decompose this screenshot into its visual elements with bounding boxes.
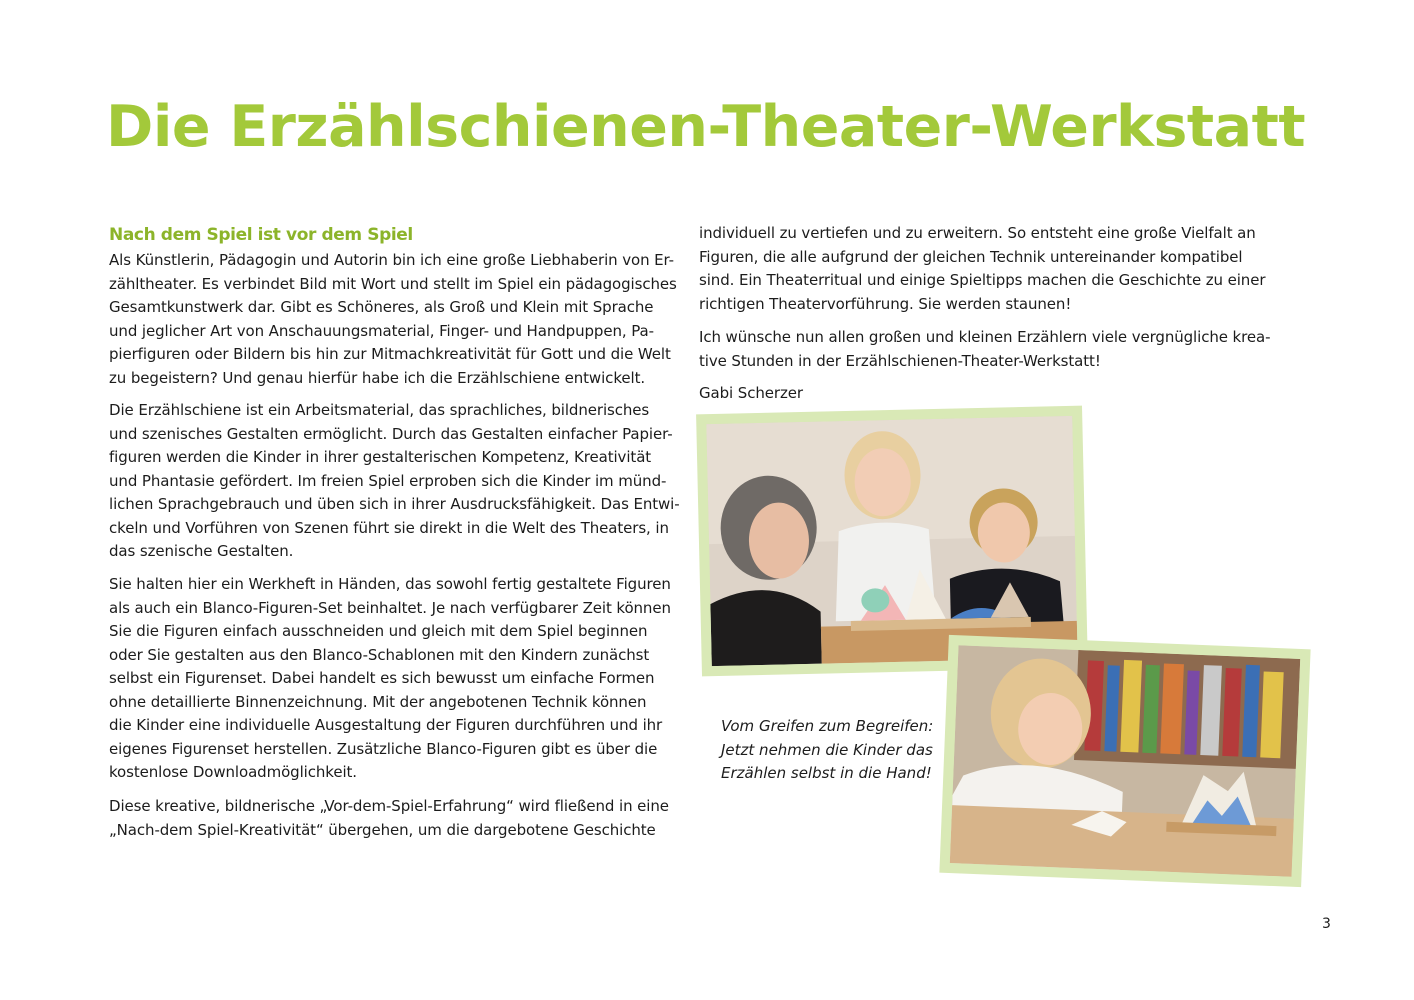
text-line: zu begeistern? Und genau hierfür habe ich die Erzählschiene entwickelt. — [109, 368, 646, 387]
caption-line: Jetzt nehmen die Kinder das — [721, 740, 933, 759]
photo-girl-drawing — [939, 635, 1310, 887]
signature-block — [699, 382, 803, 406]
text-line: die Kinder eine individuelle Ausgestaltung der Figuren durchführen und ihr — [109, 716, 663, 734]
text-line: eigenes Figurenset herstellen. Zusätzliche Blanco-Figuren gibt es über die — [109, 739, 658, 758]
text-line: „Nach-dem Spiel-Kreativität“ übergehen, um die dargebotene Geschichte — [109, 820, 656, 839]
photo-image — [950, 645, 1300, 877]
right-paragraph-2 — [699, 326, 1270, 373]
text-line: Sie halten hier ein Werkheft in Händen, das sowohl fertig gestaltete Figuren — [109, 575, 671, 593]
text-line: und Phantasie gefördert. Im freien Spiel erproben sich die Kinder im münd- — [109, 471, 667, 490]
right-paragraph-1 — [699, 222, 1265, 316]
text-line: Gesamtkunstwerk dar. Gibt es Schöneres, als Groß und Klein mit Sprache — [109, 298, 654, 316]
text-line: Die Erzählschiene ist ein Arbeitsmaterial, das sprachliches, bildnerisches — [109, 401, 650, 419]
text-line: lichen Sprachgebrauch und üben sich in ihrer Ausdrucksfähigkeit. Das Entwi- — [109, 495, 680, 513]
photo-image — [706, 416, 1077, 666]
left-paragraph-3 — [109, 573, 671, 785]
photo-woman-children — [696, 406, 1088, 677]
text-line: zähltheater. Es verbindet Bild mit Wort und stellt im Spiel ein pädagogisches — [109, 274, 677, 293]
left-paragraph-4 — [109, 795, 669, 842]
text-line: ohne detaillierte Binnenzeichnung. Mit der angebotenen Technik können — [109, 692, 647, 711]
text-line: kostenlose Downloadmöglichkeit. — [109, 763, 357, 781]
text-line: und szenisches Gestalten ermöglicht. Durch das Gestalten einfacher Papier- — [109, 424, 673, 443]
photo-caption — [721, 715, 933, 786]
caption-line: Erzählen selbst in die Hand! — [721, 764, 932, 782]
text-line: oder Sie gestalten aus den Blanco-Schablonen mit den Kindern zunächst — [109, 645, 650, 664]
page-number: 3 — [1322, 916, 1331, 932]
text-line: ckeln und Vorführen von Szenen führt sie direkt in die Welt des Theaters, in — [109, 518, 669, 537]
text-line: sind. Ein Theaterritual und einige Spieltipps machen die Geschichte zu einer — [699, 271, 1266, 289]
text-line: pierfiguren oder Bildern bis hin zur Mitmachkreativität für Gott und die Welt — [109, 345, 671, 363]
text-line: Sie die Figuren einfach ausschneiden und gleich mit dem Spiel beginnen — [109, 622, 648, 640]
text-line: das szenische Gestalten. — [109, 542, 294, 560]
text-line: Diese kreative, bildnerische „Vor-dem-Spiel-Erfahrung“ wird fließend in eine — [109, 797, 669, 815]
text-line: Als Künstlerin, Pädagogin und Autorin bin ich eine große Liebhaberin von Er- — [109, 251, 674, 269]
left-paragraph-2 — [109, 399, 680, 564]
section-subheading: Nach dem Spiel ist vor dem Spiel — [109, 225, 413, 245]
text-line: individuell zu vertiefen und zu erweitern. So entsteht eine große Vielfalt an — [699, 224, 1256, 242]
text-line: tive Stunden in der Erzählschienen-Theater-Werkstatt! — [699, 351, 1101, 370]
text-line: figuren werden die Kinder in ihrer gestalterischen Kompetenz, Kreativität — [109, 448, 652, 466]
text-line: Ich wünsche nun allen großen und kleinen Erzählern viele vergnügliche krea- — [699, 328, 1271, 346]
text-line: und jeglicher Art von Anschauungsmaterial, Finger- und Handpuppen, Pa- — [109, 321, 654, 340]
text-line: Figuren, die alle aufgrund der gleichen Technik untereinander kompatibel — [699, 247, 1243, 266]
page-title: Die Erzählschienen-Theater-Werkstatt — [106, 94, 1306, 160]
caption-line: Vom Greifen zum Begreifen: — [721, 717, 934, 735]
text-line: als auch ein Blanco-Figuren-Set beinhaltet. Je nach verfügbarer Zeit können — [109, 598, 671, 617]
author-signature: Gabi Scherzer — [699, 384, 803, 402]
text-line: richtigen Theatervorführung. Sie werden staunen! — [699, 294, 1072, 313]
left-paragraph-1 — [109, 249, 677, 390]
text-line: selbst ein Figurenset. Dabei handelt es sich bewusst um einfache Formen — [109, 669, 655, 687]
